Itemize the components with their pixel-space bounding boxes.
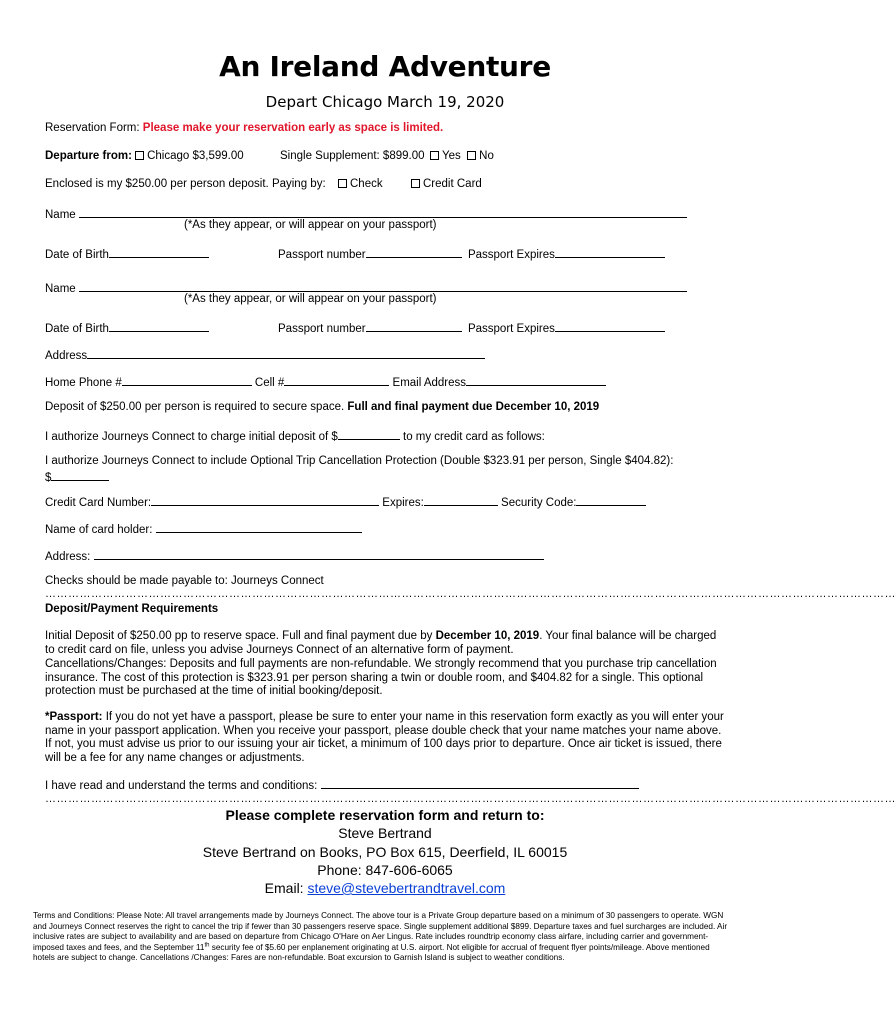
final-payment-due: Full and final payment due December 10, 2019	[347, 401, 600, 413]
traveler-1-expires-field[interactable]	[555, 246, 665, 258]
address-field[interactable]	[87, 347, 485, 359]
deposit-enclosed-text: Enclosed is my $250.00 per person deposit. Paying by:	[45, 178, 326, 190]
dob-label: Date of Birth	[45, 323, 109, 335]
card-expires-field[interactable]	[424, 494, 498, 506]
pay-credit-option	[411, 178, 482, 190]
cancellation-paragraph: Cancellations/Changes: Deposits and full payments are non-refundable. We strongly recommend that you purchase trip cancellation insurance. The cost of this protection is $323.91 per person sharing a twin or double room, and $404.82 for a single. This optional protection must be purchased at the time of initial booking/deposit.	[45, 658, 717, 697]
traveler-2-passport-row	[278, 320, 665, 335]
return-phone: Phone: 847-606-6065	[317, 862, 453, 878]
billing-address-label: Address:	[45, 551, 91, 563]
deposit-requirement-text: Deposit of $250.00 per person is required to secure space.	[45, 401, 345, 413]
terms-text-part-1: Terms and Conditions: Please Note: All travel arrangements made by Journeys Connect. The above tour is a Private Group departure based on a minimum of 30 passengers to operate. WGN and Journeys Connect reserves the right to cancel the trip if fewer than 30 passengers reserve space. Single supplement additional $899. Departure taxes and fuel surcharges are included. Air inclusive rates are subject to availability and are based on departure from Chicago O'Hare on Aer Lingus. Rate includes roundtrip economy class airfare, including carrier and government-imposed taxes and fees, and the September 11	[33, 911, 728, 952]
credit-card-row	[45, 494, 646, 509]
cell-label: Cell #	[254, 377, 285, 389]
dob-label: Date of Birth	[45, 249, 109, 261]
passport-name-hint: (*As they appear, or will appear on your passport)	[184, 219, 437, 231]
dotted-divider: ……………………………………………………………………………………………………………………………………………………………………………………………………	[45, 588, 896, 600]
return-heading: Please complete reservation form and return to:	[225, 807, 545, 823]
traveler-1-passport-field[interactable]	[366, 246, 462, 258]
reservation-heading	[45, 122, 443, 134]
email-address-label: Email Address	[392, 377, 467, 389]
initial-deposit-text: Initial Deposit of $250.00 pp to reserve space. Full and final payment due by	[45, 630, 433, 642]
insurance-amount-row	[45, 469, 109, 484]
name-label: Name	[45, 209, 76, 221]
pay-check-checkbox[interactable]	[338, 179, 347, 188]
dotted-divider: ……………………………………………………………………………………………………………………………………………………………………………………………………	[45, 793, 896, 805]
departure-row	[45, 150, 244, 162]
email-address-field[interactable]	[466, 374, 606, 386]
traveler-1-dob-row	[45, 246, 209, 261]
terms-and-conditions	[33, 911, 733, 964]
traveler-1-name-field[interactable]	[79, 206, 687, 218]
page-title: An Ireland Adventure	[219, 50, 551, 83]
deposit-requirement-row	[45, 401, 599, 413]
reservation-notice: Please make your reservation early as space is limited.	[142, 122, 444, 134]
passport-expires-label: Passport Expires	[467, 249, 555, 261]
supplement-no-label: No	[479, 150, 494, 162]
authorize-deposit-row	[45, 428, 545, 443]
traveler-2-expires-field[interactable]	[555, 320, 665, 332]
traveler-1-passport-row	[278, 246, 665, 261]
card-holder-field[interactable]	[156, 521, 362, 533]
passport-note-text: If you do not yet have a passport, please be sure to enter your name in this reservation form exactly as you will enter your name in your passport application. When you receive your passport, please double check that your name matches your name above. If not, you must advise us prior to our issuing your air ticket, a minimum of 100 days prior to departure. Once air ticket is issued, there will be a fee for any name changes or adjustments.	[45, 711, 724, 764]
terms-superscript: th	[204, 942, 210, 949]
supplement-choice	[430, 150, 494, 162]
card-expires-label: Expires:	[382, 497, 424, 509]
pay-credit-checkbox[interactable]	[411, 179, 420, 188]
checks-payable-text: Checks should be made payable to: Journeys Connect	[45, 575, 324, 587]
deposit-amount-field[interactable]	[338, 428, 400, 440]
passport-number-label: Passport number	[278, 323, 366, 335]
terms-acknowledgement-text: I have read and understand the terms and conditions:	[45, 780, 318, 792]
card-holder-label: Name of card holder:	[45, 524, 153, 536]
return-email-link[interactable]: steve@stevebertrandtravel.com	[307, 880, 506, 896]
pay-check-label: Check	[350, 178, 383, 190]
final-payment-date: December 10, 2019	[435, 630, 540, 642]
return-name: Steve Bertrand	[338, 825, 432, 841]
initial-deposit-paragraph	[45, 630, 725, 657]
authorize-insurance-text: I authorize Journeys Connect to include Optional Trip Cancellation Protection (Double $323.91 per person, Single $404.82):	[45, 455, 674, 467]
terms-acknowledgement-row	[45, 777, 639, 792]
name-label: Name	[45, 283, 76, 295]
pay-credit-label: Credit Card	[423, 178, 482, 190]
requirements-heading: Deposit/Payment Requirements	[45, 603, 219, 615]
supplement-yes-label: Yes	[442, 150, 461, 162]
return-address: Steve Bertrand on Books, PO Box 615, Deerfield, IL 60015	[202, 844, 568, 860]
cell-field[interactable]	[284, 374, 389, 386]
traveler-1-dob-field[interactable]	[109, 246, 209, 258]
single-supplement-label: Single Supplement: $899.00	[280, 150, 425, 162]
traveler-2-dob-field[interactable]	[109, 320, 209, 332]
authorize-deposit-suffix: to my credit card as follows:	[403, 431, 545, 443]
passport-paragraph	[45, 711, 725, 765]
return-email-row	[0, 880, 770, 896]
passport-number-label: Passport number	[278, 249, 366, 261]
pay-check-option	[338, 178, 383, 190]
phone-row	[45, 374, 606, 389]
address-label: Address	[45, 350, 88, 362]
dollar-sign: $	[45, 472, 52, 484]
home-phone-field[interactable]	[122, 374, 252, 386]
supplement-no-checkbox[interactable]	[467, 151, 476, 160]
terms-text-part-2: security fee of $5.60 per enplanement originating at U.S. airport. Not eligible for accrual of frequent flyer points/mileage. Above mentioned hotels are subject to change. Cancellations /Changes: Fares are non-refundable. Boat excursion to Garnish Island is subject to weather conditions.	[33, 942, 710, 963]
card-number-field[interactable]	[151, 494, 379, 506]
return-email-label: Email:	[264, 880, 304, 896]
security-code-label: Security Code:	[501, 497, 577, 509]
traveler-2-name-field[interactable]	[79, 280, 687, 292]
departure-label: Departure from:	[45, 150, 132, 162]
passport-note-label: *Passport:	[45, 711, 103, 723]
terms-signature-field[interactable]	[321, 777, 639, 789]
security-code-field[interactable]	[576, 494, 646, 506]
page-subtitle: Depart Chicago March 19, 2020	[265, 93, 505, 111]
supplement-yes-checkbox[interactable]	[430, 151, 439, 160]
passport-expires-label: Passport Expires	[467, 323, 555, 335]
card-holder-row	[45, 521, 362, 536]
traveler-2-passport-field[interactable]	[366, 320, 462, 332]
reservation-label: Reservation Form:	[45, 122, 140, 134]
final-balance-text: . Your final balance will be charged to credit card on file, unless you advise Journeys Connect of an alternative form of payment.	[45, 630, 717, 656]
home-phone-label: Home Phone #	[45, 377, 122, 389]
authorize-deposit-text: I authorize Journeys Connect to charge initial deposit of $	[45, 431, 338, 443]
chicago-checkbox[interactable]	[135, 151, 144, 160]
card-number-label: Credit Card Number:	[45, 497, 152, 509]
insurance-amount-field[interactable]	[51, 469, 109, 481]
traveler-2-dob-row	[45, 320, 209, 335]
chicago-option-label: Chicago $3,599.00	[147, 150, 244, 162]
billing-address-field[interactable]	[94, 548, 544, 560]
address-row	[45, 347, 485, 362]
passport-name-hint: (*As they appear, or will appear on your passport)	[184, 293, 437, 305]
billing-address-row	[45, 548, 544, 563]
